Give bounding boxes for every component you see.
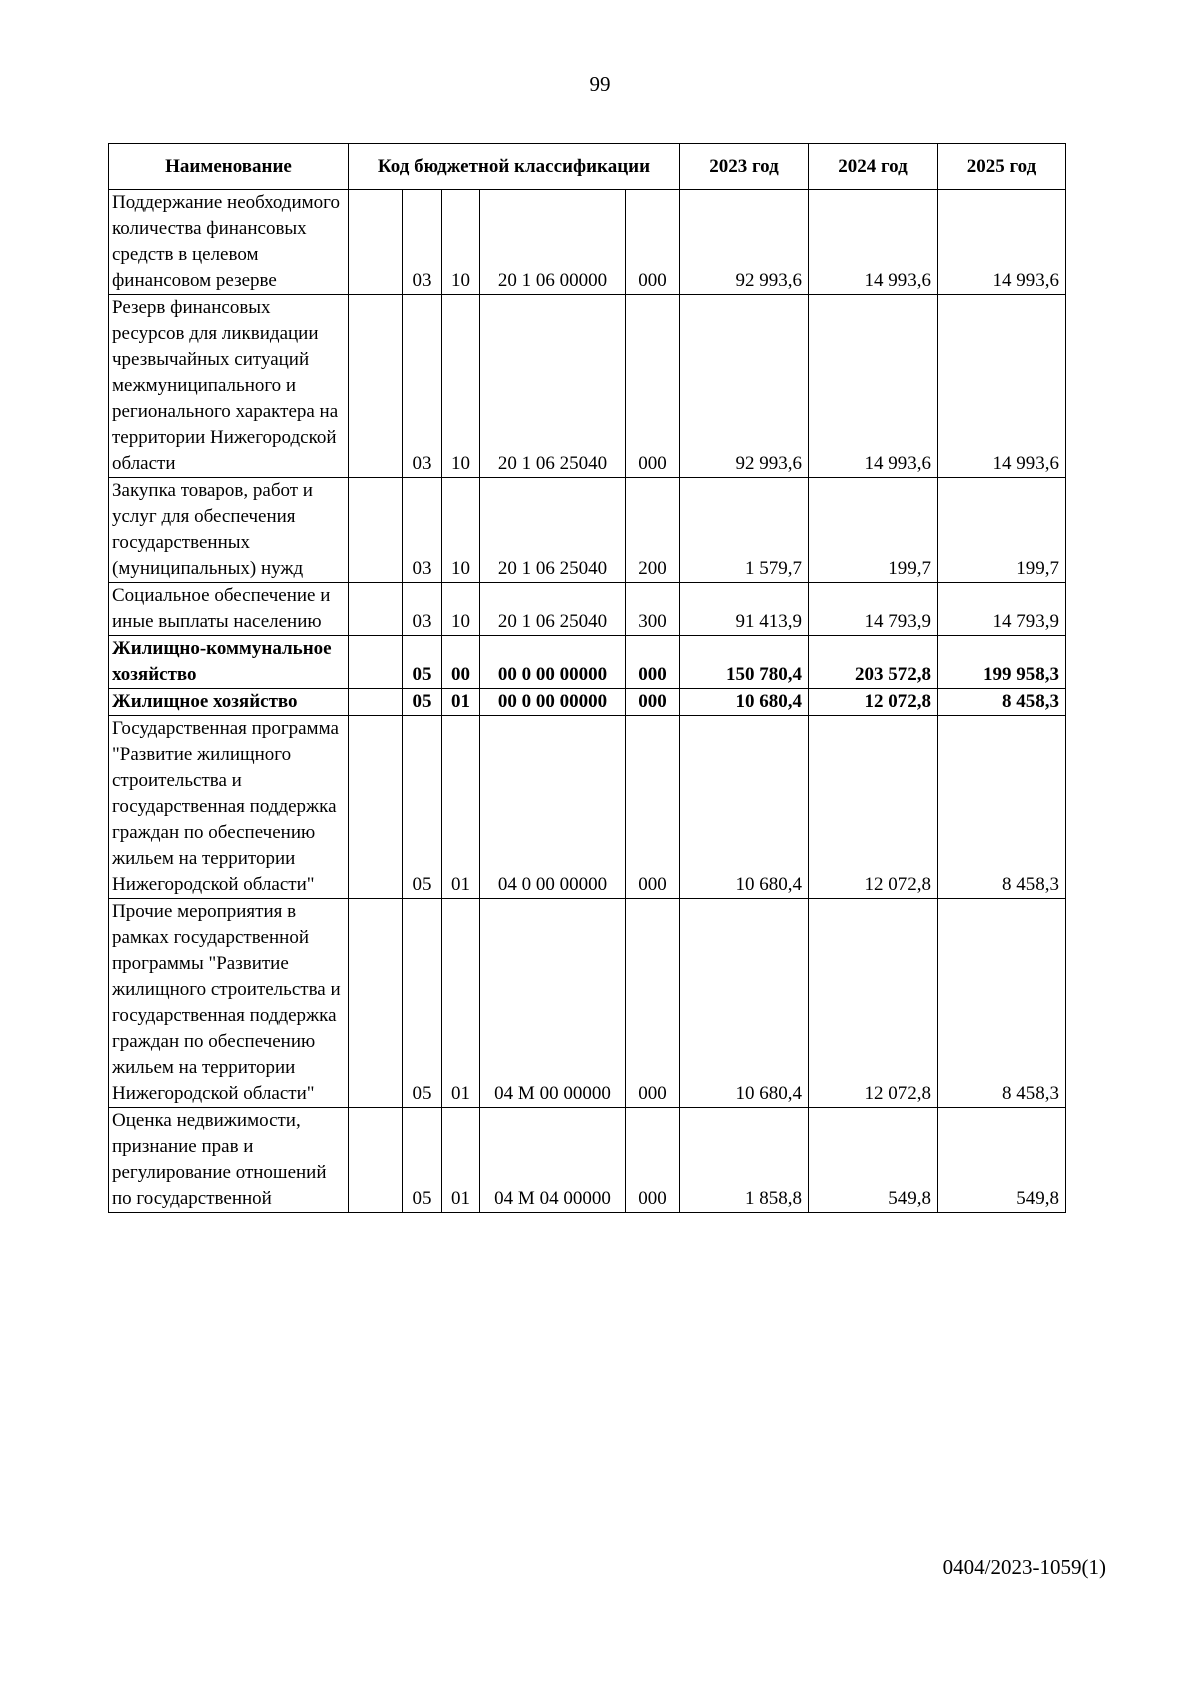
value-2025: 14 793,9: [938, 583, 1066, 636]
code-subsection: 10: [442, 583, 480, 636]
table-row: [109, 716, 1066, 899]
code-subsection: 10: [442, 478, 480, 583]
code-expense-type: 000: [626, 689, 680, 716]
value-2024: 549,8: [809, 1108, 938, 1213]
value-2024: 12 072,8: [809, 689, 938, 716]
code-cell-1: [349, 478, 403, 583]
code-section: 05: [403, 636, 442, 689]
value-2023: 92 993,6: [680, 295, 809, 478]
header-code: Код бюджетной классификации: [349, 144, 680, 190]
value-2024: 14 993,6: [809, 295, 938, 478]
budget-table: [108, 143, 1066, 1213]
table-row: [109, 636, 1066, 689]
row-name: Прочие мероприятия в рамках государственной программы "Развитие жилищного строительства и государственная поддержка граждан по обеспечению жильем на территории Нижегородской области": [109, 899, 349, 1108]
code-expense-type: 300: [626, 583, 680, 636]
value-2023: 92 993,6: [680, 190, 809, 295]
code-target-article: 20 1 06 25040: [480, 478, 626, 583]
table-row: [109, 583, 1066, 636]
value-2023: 91 413,9: [680, 583, 809, 636]
row-name: Резерв финансовых ресурсов для ликвидации чрезвычайных ситуаций межмуниципального и регионального характера на территории Нижегородской области: [109, 295, 349, 478]
code-target-article: 04 М 00 00000: [480, 899, 626, 1108]
code-section: 03: [403, 583, 442, 636]
value-2024: 199,7: [809, 478, 938, 583]
row-name: Оценка недвижимости, признание прав и регулирование отношений по государственной: [109, 1108, 349, 1213]
code-subsection: 01: [442, 689, 480, 716]
value-2023: 10 680,4: [680, 899, 809, 1108]
header-2025: 2025 год: [938, 144, 1066, 190]
table-row: [109, 190, 1066, 295]
row-name: Закупка товаров, работ и услуг для обеспечения государственных (муниципальных) нужд: [109, 478, 349, 583]
code-target-article: 00 0 00 00000: [480, 689, 626, 716]
value-2025: 8 458,3: [938, 716, 1066, 899]
code-expense-type: 000: [626, 636, 680, 689]
table-row: [109, 295, 1066, 478]
code-target-article: 20 1 06 25040: [480, 295, 626, 478]
value-2023: 10 680,4: [680, 689, 809, 716]
table-row: [109, 478, 1066, 583]
code-expense-type: 000: [626, 716, 680, 899]
code-target-article: 00 0 00 00000: [480, 636, 626, 689]
value-2025: 8 458,3: [938, 899, 1066, 1108]
row-name: Социальное обеспечение и иные выплаты населению: [109, 583, 349, 636]
code-cell-1: [349, 689, 403, 716]
code-expense-type: 000: [626, 295, 680, 478]
header-2023: 2023 год: [680, 144, 809, 190]
code-expense-type: 000: [626, 190, 680, 295]
code-subsection: 01: [442, 899, 480, 1108]
table-row: [109, 1108, 1066, 1213]
code-subsection: 00: [442, 636, 480, 689]
code-subsection: 10: [442, 190, 480, 295]
value-2023: 1 858,8: [680, 1108, 809, 1213]
header-2024: 2024 год: [809, 144, 938, 190]
value-2024: 14 793,9: [809, 583, 938, 636]
code-target-article: 04 М 04 00000: [480, 1108, 626, 1213]
value-2025: 199 958,3: [938, 636, 1066, 689]
document-code: 0404/2023-1059(1): [942, 1555, 1106, 1579]
code-target-article: 20 1 06 25040: [480, 583, 626, 636]
header-name: Наименование: [109, 144, 349, 190]
code-subsection: 01: [442, 716, 480, 899]
code-expense-type: 200: [626, 478, 680, 583]
code-section: 03: [403, 190, 442, 295]
table-row: [109, 689, 1066, 716]
code-section: 03: [403, 295, 442, 478]
code-cell-1: [349, 636, 403, 689]
value-2023: 1 579,7: [680, 478, 809, 583]
code-cell-1: [349, 899, 403, 1108]
code-subsection: 01: [442, 1108, 480, 1213]
page-number: 99: [589, 72, 611, 96]
code-cell-1: [349, 190, 403, 295]
header-row: [109, 144, 1066, 190]
code-target-article: 20 1 06 00000: [480, 190, 626, 295]
code-cell-1: [349, 583, 403, 636]
code-cell-1: [349, 295, 403, 478]
value-2025: 8 458,3: [938, 689, 1066, 716]
code-section: 05: [403, 899, 442, 1108]
code-section: 03: [403, 478, 442, 583]
code-cell-1: [349, 716, 403, 899]
code-cell-1: [349, 1108, 403, 1213]
value-2025: 14 993,6: [938, 190, 1066, 295]
code-subsection: 10: [442, 295, 480, 478]
code-section: 05: [403, 716, 442, 899]
code-section: 05: [403, 689, 442, 716]
value-2023: 150 780,4: [680, 636, 809, 689]
row-name: Государственная программа "Развитие жилищного строительства и государственная поддержка граждан по обеспечению жильем на территории Нижегородской области": [109, 716, 349, 899]
value-2024: 12 072,8: [809, 716, 938, 899]
table-row: [109, 899, 1066, 1108]
value-2024: 12 072,8: [809, 899, 938, 1108]
value-2024: 14 993,6: [809, 190, 938, 295]
row-name: Жилищное хозяйство: [109, 689, 349, 716]
value-2025: 14 993,6: [938, 295, 1066, 478]
code-section: 05: [403, 1108, 442, 1213]
value-2025: 199,7: [938, 478, 1066, 583]
value-2024: 203 572,8: [809, 636, 938, 689]
row-name: Жилищно-коммунальное хозяйство: [109, 636, 349, 689]
code-expense-type: 000: [626, 899, 680, 1108]
code-expense-type: 000: [626, 1108, 680, 1213]
row-name: Поддержание необходимого количества финансовых средств в целевом финансовом резерве: [109, 190, 349, 295]
value-2023: 10 680,4: [680, 716, 809, 899]
value-2025: 549,8: [938, 1108, 1066, 1213]
code-target-article: 04 0 00 00000: [480, 716, 626, 899]
